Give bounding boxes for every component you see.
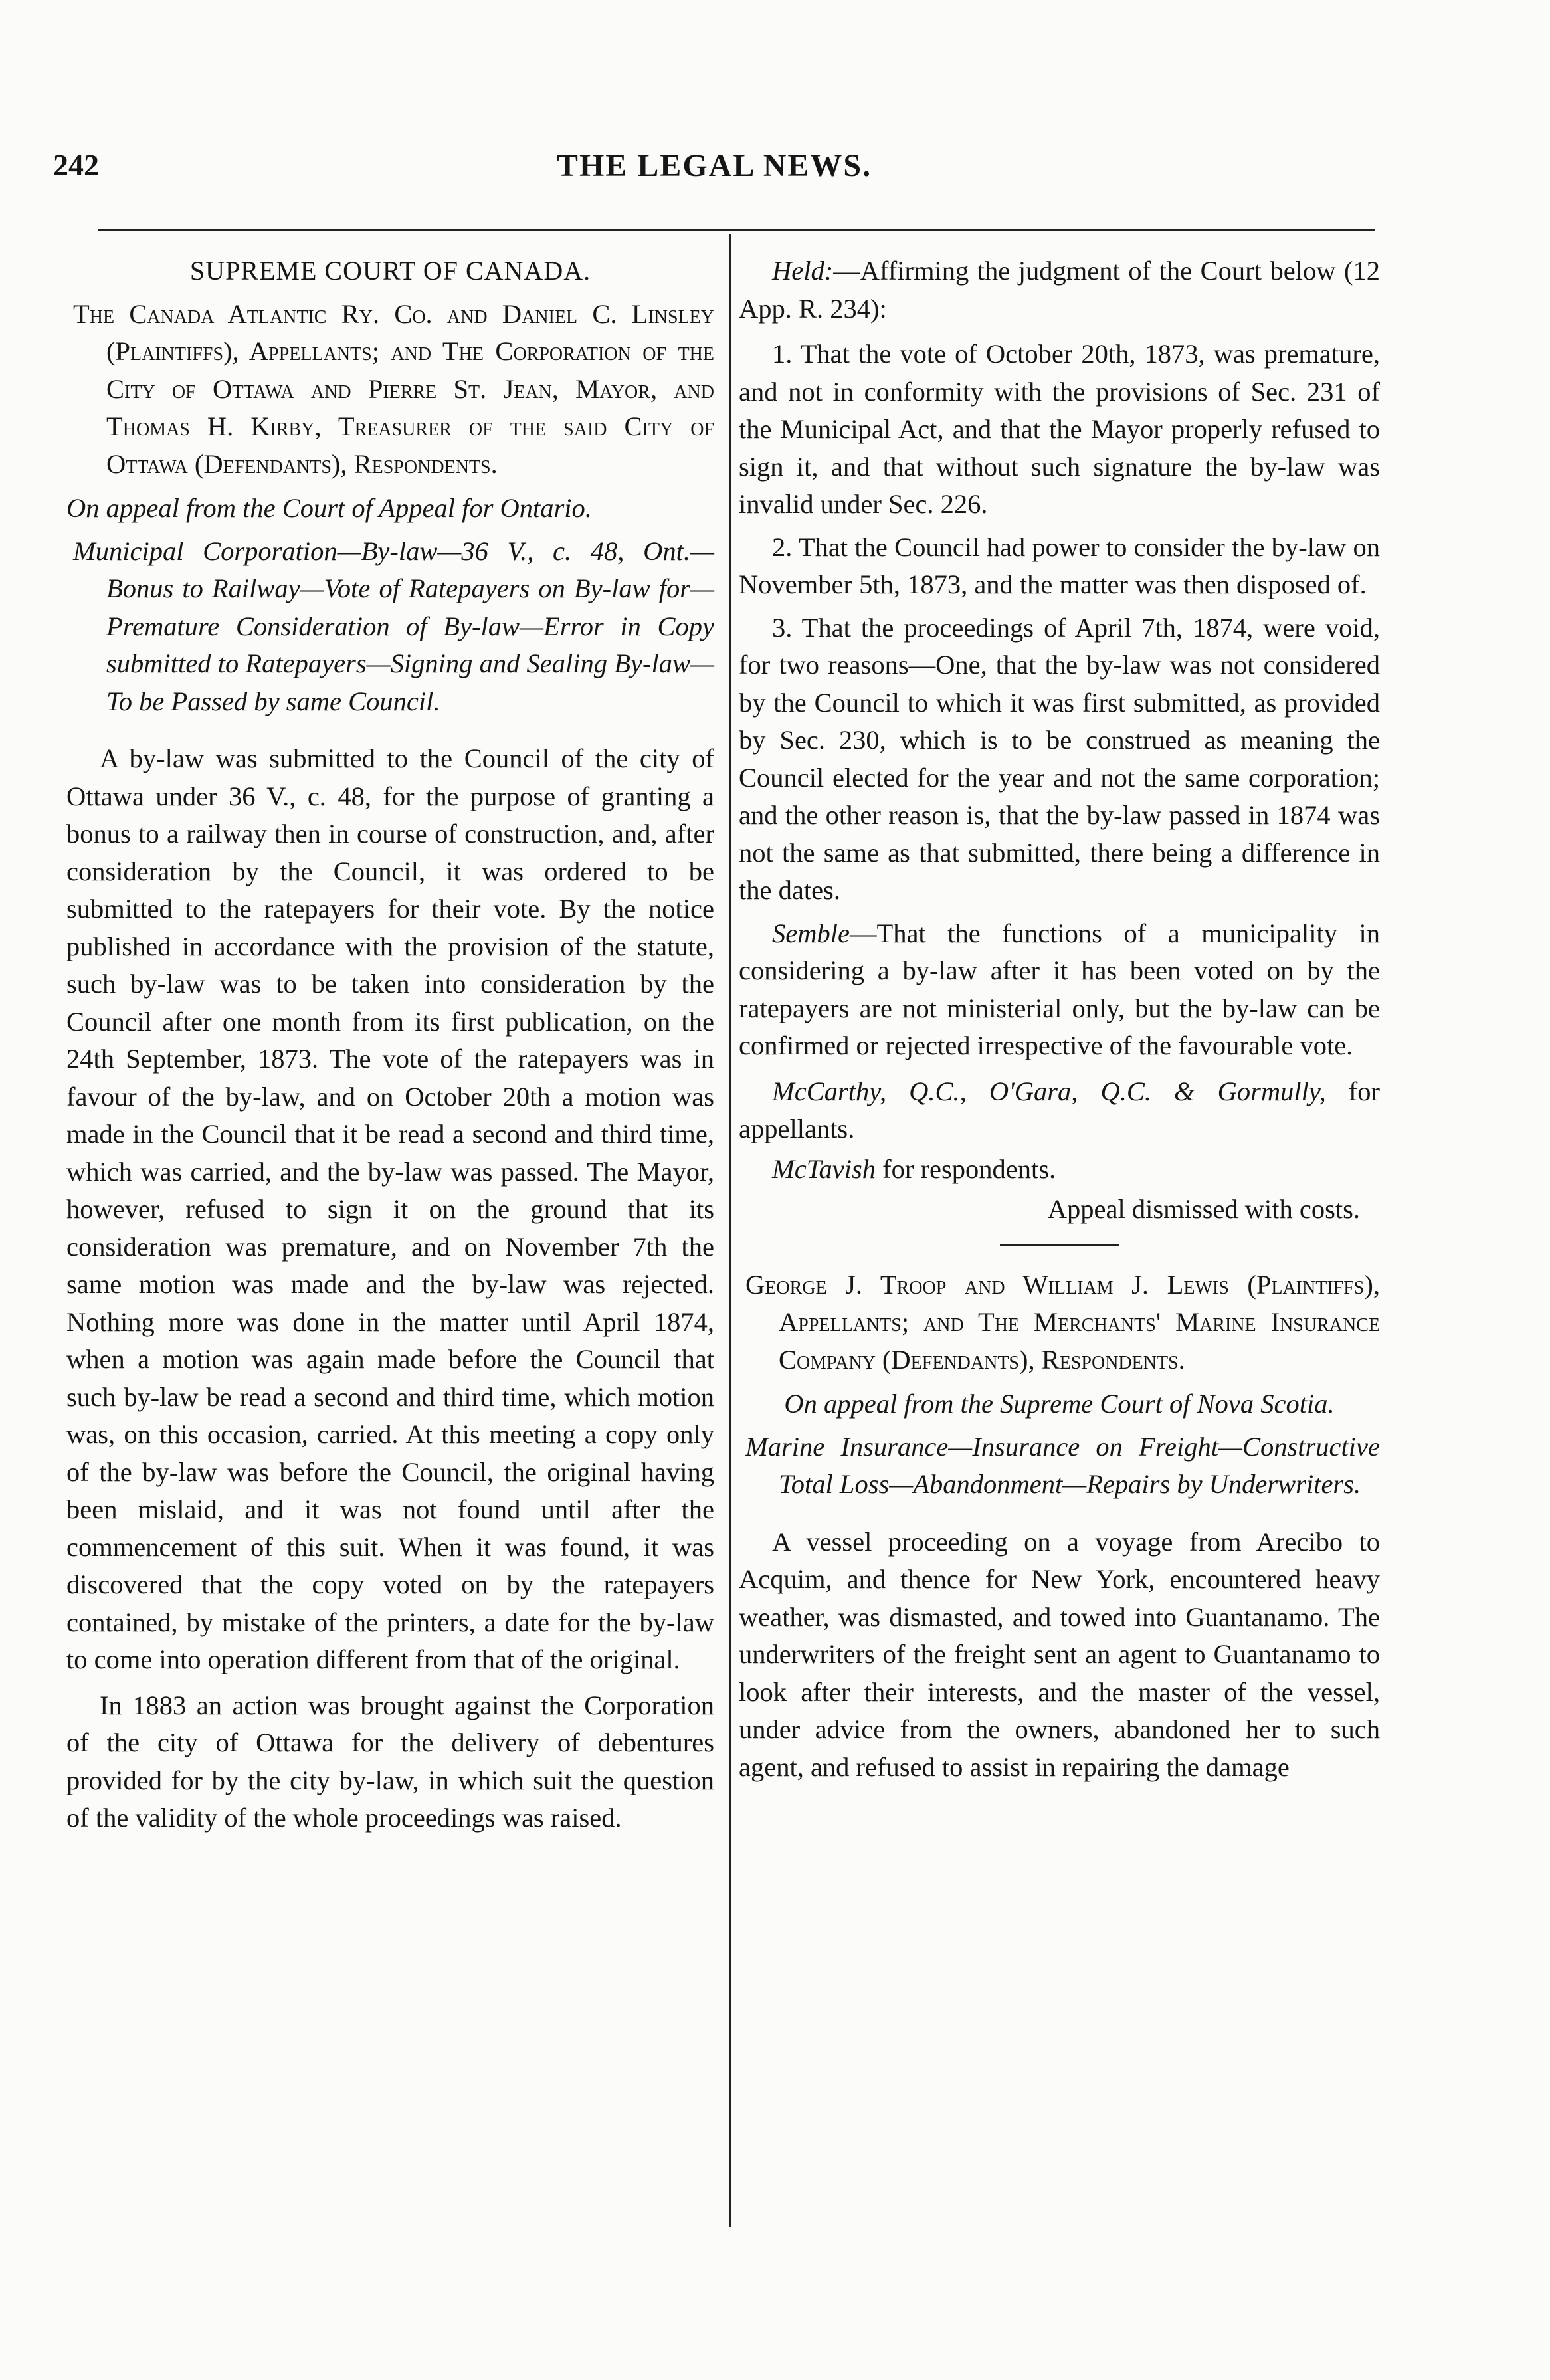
header-rule [98,229,1375,231]
semble-paragraph [739,915,1380,1065]
counsel-appellants [739,1073,1380,1148]
counsel-appellants-role: for appellants. [739,1076,1380,1143]
left-column [66,252,714,1845]
case2-catchwords: Marine Insurance—Insurance on Freight—Constructive Total Loss—Abandonment—Repairs by Underwriters. [745,1431,1380,1499]
case2-parties: George J. Troop and William J. Lewis (Plaintiffs), Appellants; and The Merchants' Marine Insurance Company (Defendants), Respondents. [745,1269,1380,1375]
semble-label: Semble [772,918,850,948]
court-title: SUPREME COURT OF CANADA. [189,256,591,286]
held-item-1: 1. That the vote of October 20th, 1873, was premature, and not in conformity with the provisions of Sec. 231 of the Municipal Act, and that the Mayor properly refused to sign it, and that without such signature the by-law was invalid under Sec. 226. [739,339,1380,519]
case1-paragraph-1: A by-law was submitted to the Council of the city of Ottawa under 36 V., c. 48, for the purpose of granting a bonus to a railway then in course of construction, and, after consideration by the Council, it was ordered to be submitted to the ratepayers for their vote. By the notice published in accordance with the provision of the statute, such by-law was to be taken into consideration by the Council after one month from its first publication, on the 24th September, 1873. The vote of the ratepayers was in favour of the by-law, and on October 20th a motion was made in the Council that it be read a second and third time, which was carried, and the by-law was passed. The Mayor, however, refused to sign it on the ground that its consideration was premature, and on November 7th the same motion was made and the by-law was rejected. Nothing more was done in the matter until April 1874, when a motion was again made before the Council that such by-law be read a second and third time, which motion was, on this occasion, carried. At this meeting a copy only of the by-law was before the Council, the original having been mislaid, and it was not found until after the commencement of this suit. When it was found, it was discovered that the copy voted on by the ratepayers contained, by mistake of the printers, a date for the by-law to come into operation different from that of the original. [66,744,714,1674]
held-item-3: 3. That the proceedings of April 7th, 1874, were void, for two reasons—One, that the by-law was not considered by the Council to which it was first submitted, as provided by Sec. 230, which is to be construed as meaning the Council elected for the year and not the same corporation; and the other reason is, that the by-law passed in 1874 was not the same as that submitted, there being a difference in the dates. [739,612,1380,905]
case1-catchwords: Municipal Corporation—By-law—36 V., c. 48, Ont.—Bonus to Railway—Vote of Ratepayers on By-law for—Premature Consideration of By-law—Error in Copy submitted to Ratepayers—Signing and Sealing By-law—To be Passed by same Council. [73,536,714,716]
case1-appeal-from: On appeal from the Court of Appeal for Ontario. [66,493,592,523]
counsel-respondents-role: for respondents. [882,1153,1056,1184]
right-column [739,252,1380,1794]
case1-parties: The Canada Atlantic Ry. Co. and Daniel C. Linsley (Plaintiffs), Appellants; and The Corporation of the City of Ottawa and Pierre St. Jean, Mayor, and Thomas H. Kirby, Treasurer of the said City of Ottawa (Defendants), Respondents. [73,298,714,479]
running-title: THE LEGAL NEWS. [556,148,872,183]
counsel-appellants-names: McCarthy, Q.C., O'Gara, Q.C. & Gormully, [772,1076,1326,1106]
case1-paragraph-2: In 1883 an action was brought against the Corporation of the city of Ottawa for the delivery of debentures provided for by the city by-law, in which suit the question of the validity of the whole proceedings was raised. [66,1690,714,1833]
page-header [53,148,1375,194]
case1-result: Appeal dismissed with costs. [1047,1194,1360,1224]
case2-appeal-from: On appeal from the Supreme Court of Nova Scotia. [784,1389,1335,1419]
column-divider [729,234,731,2227]
counsel-respondents-name: McTavish [772,1153,876,1184]
held-paragraph [739,252,1380,328]
page-number: 242 [53,148,99,182]
held-intro: —Affirming the judgment of the Court below (12 App. R. 234): [739,256,1380,324]
case2-paragraph: A vessel proceeding on a voyage from Arecibo to Acquim, and thence for New York, encountered heavy weather, was dismasted, and towed into Guantanamo. The underwriters of the freight sent an agent to Guantanamo to look after their interests, and the master of the vessel, under advice from the owners, abandoned her to such agent, and refused to assist in repairing the damage [739,1526,1380,1782]
counsel-respondents [739,1151,1380,1189]
held-item-2: 2. That the Council had power to consider the by-law on November 5th, 1873, and the matter was then disposed of. [739,532,1380,599]
case-divider [1000,1244,1119,1246]
held-label: Held: [772,256,834,286]
semble-text: —That the functions of a municipality in considering a by-law after it has been voted on by the ratepayers are not ministerial only, but the by-law can be confirmed or rejected irrespective of the favourable vote. [739,918,1380,1060]
